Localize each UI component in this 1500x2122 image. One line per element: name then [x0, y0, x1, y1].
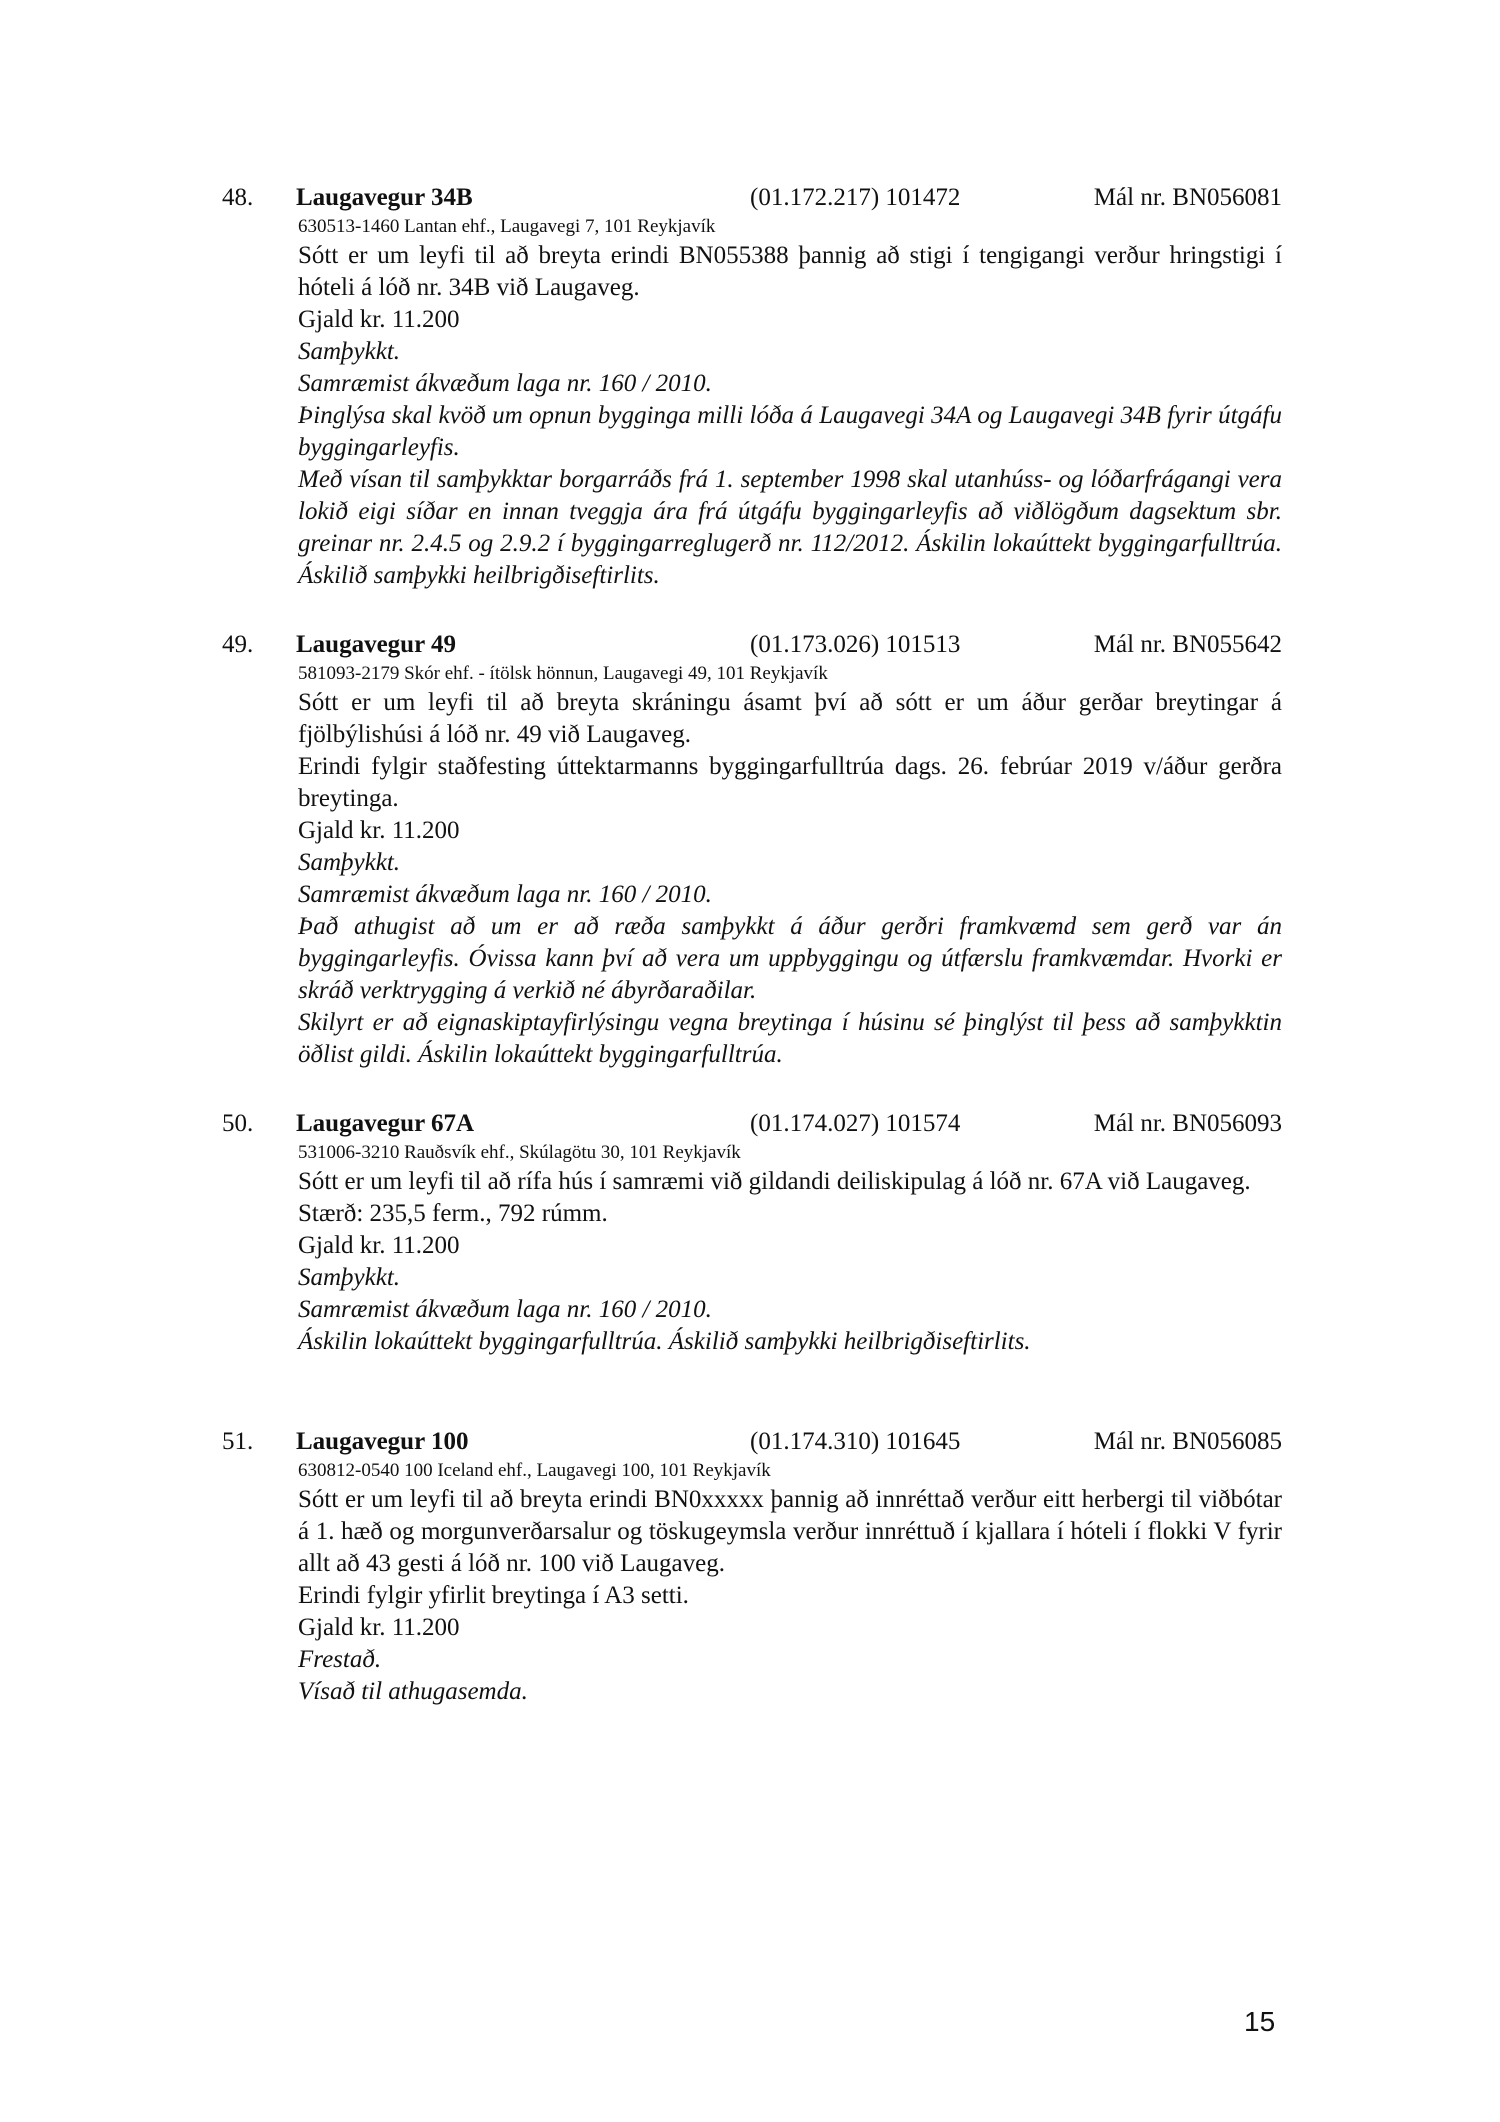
entry-applicant: 581093-2179 Skór ehf. - ítölsk hönnun, Laugavegi 49, 101 Reykjavík	[298, 663, 828, 684]
case-entry-50	[222, 1107, 1282, 1358]
entry-address: Laugavegur 49	[296, 631, 456, 658]
entry-size: Stærð: 235,5 ferm., 792 rúmm.	[298, 1200, 608, 1227]
entry-applicant: 630513-1460 Lantan ehf., Laugavegi 7, 101 Reykjavík	[298, 216, 716, 237]
entry-case-number: Mál nr. BN056085	[1093, 1428, 1282, 1455]
entry-description: Sótt er um leyfi til að breyta skráningu ásamt því að sótt er um áður gerðar breytingar á fjölbýlishúsi á lóð nr. 49 við Laugaveg.	[298, 689, 1282, 748]
entry-decision: Frestað.	[298, 1646, 382, 1673]
case-entry-51	[222, 1425, 1282, 1708]
entry-case-number: Mál nr. BN055642	[1093, 631, 1282, 658]
page-number: 15	[1244, 2006, 1276, 2037]
entry-fee: Gjald kr. 11.200	[298, 1614, 460, 1641]
entry-number: 51.	[222, 1428, 254, 1455]
entry-applicant: 630812-0540 100 Iceland ehf., Laugavegi 100, 101 Reykjavík	[298, 1460, 771, 1481]
entry-law-note: Samræmist ákvæðum laga nr. 160 / 2010.	[298, 1296, 712, 1323]
entry-attachment-note: Erindi fylgir staðfesting úttektarmanns byggingarfulltrúa dags. 26. febrúar 2019 v/áður gerðra breytinga.	[298, 753, 1282, 812]
entry-attachment-note: Erindi fylgir yfirlit breytinga í A3 setti.	[298, 1582, 689, 1609]
entry-property-code: (01.174.027) 101574	[750, 1110, 961, 1137]
entry-condition: Með vísan til samþykktar borgarráðs frá 1. september 1998 skal utanhúss- og lóðarfrágangi vera lokið eigi síðar en innan tveggja ára frá útgáfu byggingarleyfis að viðlögðum dagsektum sbr. greinar nr. 2.4.5 og 2.9.2 í byggingarreglugerð nr. 112/2012. Áskilin lokaúttekt byggingarfulltrúa. Áskilið samþykki heilbrigðiseftirlits.	[298, 466, 1282, 589]
entry-condition: Þinglýsa skal kvöð um opnun bygginga milli lóða á Laugavegi 34A og Laugavegi 34B fyrir útgáfu byggingarleyfis.	[298, 402, 1282, 461]
entry-condition: Áskilin lokaúttekt byggingarfulltrúa. Áskilið samþykki heilbrigðiseftirlits.	[298, 1328, 1031, 1355]
entry-property-code: (01.173.026) 101513	[750, 631, 961, 658]
entry-number: 48.	[222, 184, 254, 211]
entry-header	[222, 1107, 1282, 1140]
entry-property-code: (01.172.217) 101472	[750, 184, 961, 211]
entry-address: Laugavegur 100	[296, 1428, 469, 1455]
entry-decision: Samþykkt.	[298, 338, 401, 365]
entry-fee: Gjald kr. 11.200	[298, 306, 460, 333]
entry-law-note: Samræmist ákvæðum laga nr. 160 / 2010.	[298, 881, 712, 908]
entry-description: Sótt er um leyfi til að breyta erindi BN055388 þannig að stigi í tengigangi verður hringstigi í hóteli á lóð nr. 34B við Laugaveg.	[298, 242, 1282, 301]
entry-number: 49.	[222, 631, 254, 658]
entry-decision: Samþykkt.	[298, 1264, 401, 1291]
entry-address: Laugavegur 67A	[296, 1110, 475, 1137]
entry-law-note: Samræmist ákvæðum laga nr. 160 / 2010.	[298, 370, 712, 397]
entry-number: 50.	[222, 1110, 254, 1137]
entry-decision: Samþykkt.	[298, 849, 401, 876]
case-entry-49	[222, 628, 1282, 1071]
entry-referral-note: Vísað til athugasemda.	[298, 1678, 528, 1705]
entry-body	[298, 1458, 1282, 1708]
entry-description: Sótt er um leyfi til að breyta erindi BN0xxxxx þannig að innréttað verður eitt herbergi til viðbótar á 1. hæð og morgunverðarsalur og töskugeymsla verður innréttuð í kjallara í hóteli í flokki V fyrir allt að 43 gesti á lóð nr. 100 við Laugaveg.	[298, 1486, 1282, 1577]
entry-condition: Það athugist að um er að ræða samþykkt á áður gerðri framkvæmd sem gerð var án byggingarleyfis. Óvissa kann því að vera um uppbyggingu og útfærslu framkvæmdar. Hvorki er skráð verktrygging á verkið né ábyrðaraðilar.	[298, 913, 1282, 1004]
entry-property-code: (01.174.310) 101645	[750, 1428, 961, 1455]
entry-header	[222, 181, 1282, 214]
entry-applicant: 531006-3210 Rauðsvík ehf., Skúlagötu 30, 101 Reykjavík	[298, 1142, 741, 1163]
entry-address: Laugavegur 34B	[296, 184, 473, 211]
entry-fee: Gjald kr. 11.200	[298, 817, 460, 844]
entry-condition: Skilyrt er að eignaskiptayfirlýsingu vegna breytinga í húsinu sé þinglýst til þess að samþykktin öðlist gildi. Áskilin lokaúttekt byggingarfulltrúa.	[298, 1009, 1282, 1068]
entry-header	[222, 628, 1282, 661]
entry-case-number: Mál nr. BN056093	[1093, 1110, 1282, 1137]
entry-body	[298, 214, 1282, 592]
entry-case-number: Mál nr. BN056081	[1093, 184, 1282, 211]
entry-description: Sótt er um leyfi til að rífa hús í samræmi við gildandi deiliskipulag á lóð nr. 67A við Laugaveg.	[298, 1168, 1251, 1195]
entry-body	[298, 1140, 1282, 1358]
entry-header	[222, 1425, 1282, 1458]
entry-body	[298, 661, 1282, 1071]
entry-fee: Gjald kr. 11.200	[298, 1232, 460, 1259]
case-entry-48	[222, 181, 1282, 592]
